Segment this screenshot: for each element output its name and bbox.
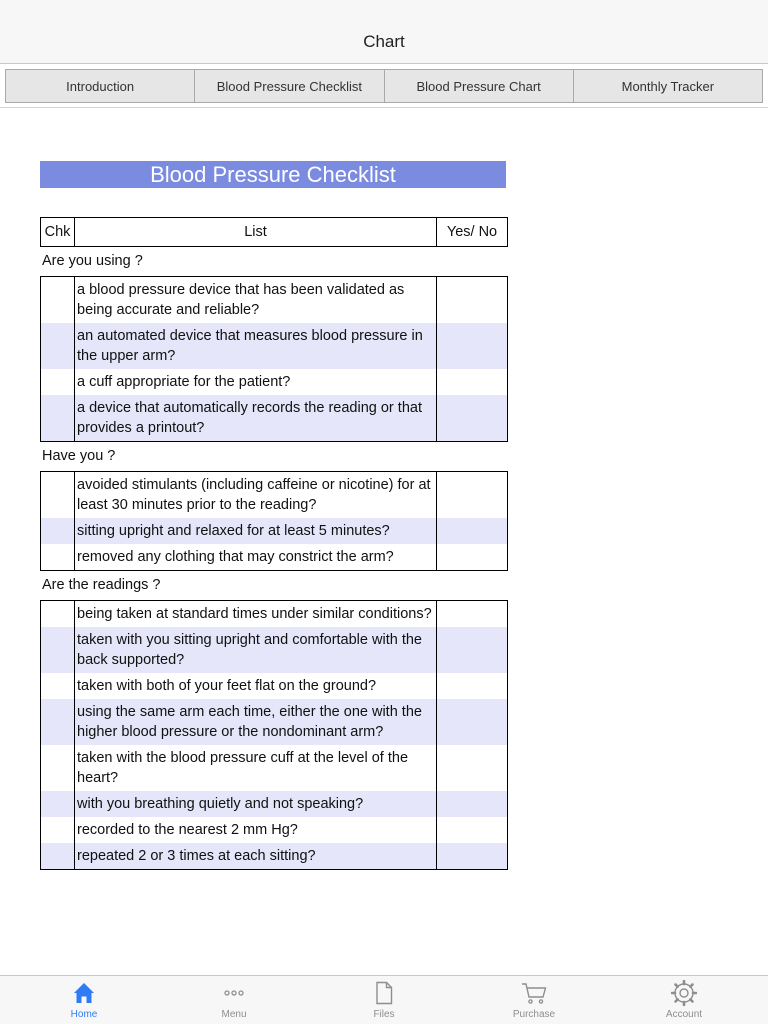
- segment-blood-pressure-chart[interactable]: Blood Pressure Chart: [384, 69, 574, 103]
- yes-no-cell[interactable]: [437, 601, 508, 628]
- check-cell[interactable]: [41, 472, 75, 519]
- tab-label: Purchase: [512, 1009, 556, 1020]
- check-cell[interactable]: [41, 277, 75, 324]
- checklist-row: [41, 843, 508, 870]
- yes-no-cell[interactable]: [437, 791, 508, 817]
- check-cell[interactable]: [41, 395, 75, 442]
- checklist-item-text: avoided stimulants (including caffeine or nicotine) for at least 30 minutes prior to the reading?: [75, 472, 437, 519]
- yes-no-cell[interactable]: [437, 395, 508, 442]
- checklist-row: [41, 323, 508, 369]
- check-cell[interactable]: [41, 791, 75, 817]
- checklist-table: [40, 276, 508, 442]
- check-cell[interactable]: [41, 673, 75, 699]
- yes-no-cell[interactable]: [437, 544, 508, 571]
- yes-no-cell[interactable]: [437, 369, 508, 395]
- gear-icon: [644, 980, 724, 1007]
- file-icon: [344, 980, 424, 1007]
- yes-no-cell[interactable]: [437, 277, 508, 324]
- tab-bar: [0, 975, 768, 1024]
- check-cell[interactable]: [41, 843, 75, 870]
- checklist-table: [40, 600, 508, 870]
- yes-no-cell[interactable]: [437, 843, 508, 870]
- check-cell[interactable]: [41, 817, 75, 843]
- checklist-sheet: [40, 161, 507, 870]
- checklist-row: [41, 745, 508, 791]
- segment-blood-pressure-checklist[interactable]: Blood Pressure Checklist: [194, 69, 384, 103]
- header-chk: Chk: [41, 218, 75, 247]
- checklist-item-text: taken with the blood pressure cuff at the level of the heart?: [75, 745, 437, 791]
- tab-purchase[interactable]: [494, 976, 574, 1024]
- segmented-control: [5, 69, 763, 103]
- checklist-header: [40, 217, 508, 247]
- checklist-row: [41, 673, 508, 699]
- checklist-row: [41, 627, 508, 673]
- checklist-item-text: sitting upright and relaxed for at least 5 minutes?: [75, 518, 437, 544]
- section-heading: Are you using ?: [42, 253, 143, 269]
- checklist-item-text: a blood pressure device that has been validated as being accurate and reliable?: [75, 277, 437, 324]
- header-yes-no: Yes/ No: [437, 218, 508, 247]
- tab-label: Home: [70, 1009, 98, 1020]
- checklist-item-text: recorded to the nearest 2 mm Hg?: [75, 817, 437, 843]
- check-cell[interactable]: [41, 699, 75, 745]
- divider: [0, 107, 768, 108]
- yes-no-cell[interactable]: [437, 472, 508, 519]
- section-heading: Are the readings ?: [42, 577, 161, 593]
- header-list: List: [75, 218, 437, 247]
- checklist-item-text: removed any clothing that may constrict the arm?: [75, 544, 437, 571]
- yes-no-cell[interactable]: [437, 699, 508, 745]
- more-icon: [194, 980, 274, 1007]
- yes-no-cell[interactable]: [437, 627, 508, 673]
- checklist-row: [41, 699, 508, 745]
- check-cell[interactable]: [41, 601, 75, 628]
- yes-no-cell[interactable]: [437, 817, 508, 843]
- checklist-row: [41, 277, 508, 324]
- tab-home[interactable]: [44, 976, 124, 1024]
- check-cell[interactable]: [41, 745, 75, 791]
- check-cell[interactable]: [41, 544, 75, 571]
- yes-no-cell[interactable]: [437, 323, 508, 369]
- checklist-sections: [40, 247, 507, 870]
- segment-introduction[interactable]: Introduction: [5, 69, 195, 103]
- tab-menu[interactable]: [194, 976, 274, 1024]
- nav-bar: [0, 0, 768, 64]
- checklist-item-text: an automated device that measures blood pressure in the upper arm?: [75, 323, 437, 369]
- yes-no-cell[interactable]: [437, 673, 508, 699]
- checklist-title: Blood Pressure Checklist: [40, 161, 506, 188]
- checklist-row: [41, 791, 508, 817]
- cart-icon: [494, 980, 574, 1007]
- tab-label: Account: [665, 1009, 703, 1020]
- checklist-item-text: taken with both of your feet flat on the ground?: [75, 673, 437, 699]
- check-cell[interactable]: [41, 323, 75, 369]
- checklist-item-text: using the same arm each time, either the one with the higher blood pressure or the nondominant arm?: [75, 699, 437, 745]
- checklist-item-text: taken with you sitting upright and comfortable with the back supported?: [75, 627, 437, 673]
- checklist-row: [41, 369, 508, 395]
- section-heading: Have you ?: [42, 448, 116, 464]
- check-cell[interactable]: [41, 627, 75, 673]
- checklist-item-text: being taken at standard times under similar conditions?: [75, 601, 437, 628]
- checklist-row: [41, 518, 508, 544]
- tab-label: Menu: [221, 1009, 247, 1020]
- checklist-row: [41, 395, 508, 442]
- checklist-table: [40, 471, 508, 571]
- segment-monthly-tracker[interactable]: Monthly Tracker: [573, 69, 763, 103]
- checklist-row: [41, 601, 508, 628]
- check-cell[interactable]: [41, 518, 75, 544]
- check-cell[interactable]: [41, 369, 75, 395]
- yes-no-cell[interactable]: [437, 745, 508, 791]
- tab-account[interactable]: [644, 976, 724, 1024]
- checklist-row: [41, 544, 508, 571]
- tab-files[interactable]: [344, 976, 424, 1024]
- tab-label: Files: [373, 1009, 395, 1020]
- checklist-row: [41, 817, 508, 843]
- checklist-row: [41, 472, 508, 519]
- checklist-item-text: a cuff appropriate for the patient?: [75, 369, 437, 395]
- home-icon: [44, 980, 124, 1007]
- page-title: Chart: [363, 32, 405, 51]
- checklist-item-text: repeated 2 or 3 times at each sitting?: [75, 843, 437, 870]
- checklist-item-text: a device that automatically records the reading or that provides a printout?: [75, 395, 437, 442]
- checklist-item-text: with you breathing quietly and not speaking?: [75, 791, 437, 817]
- yes-no-cell[interactable]: [437, 518, 508, 544]
